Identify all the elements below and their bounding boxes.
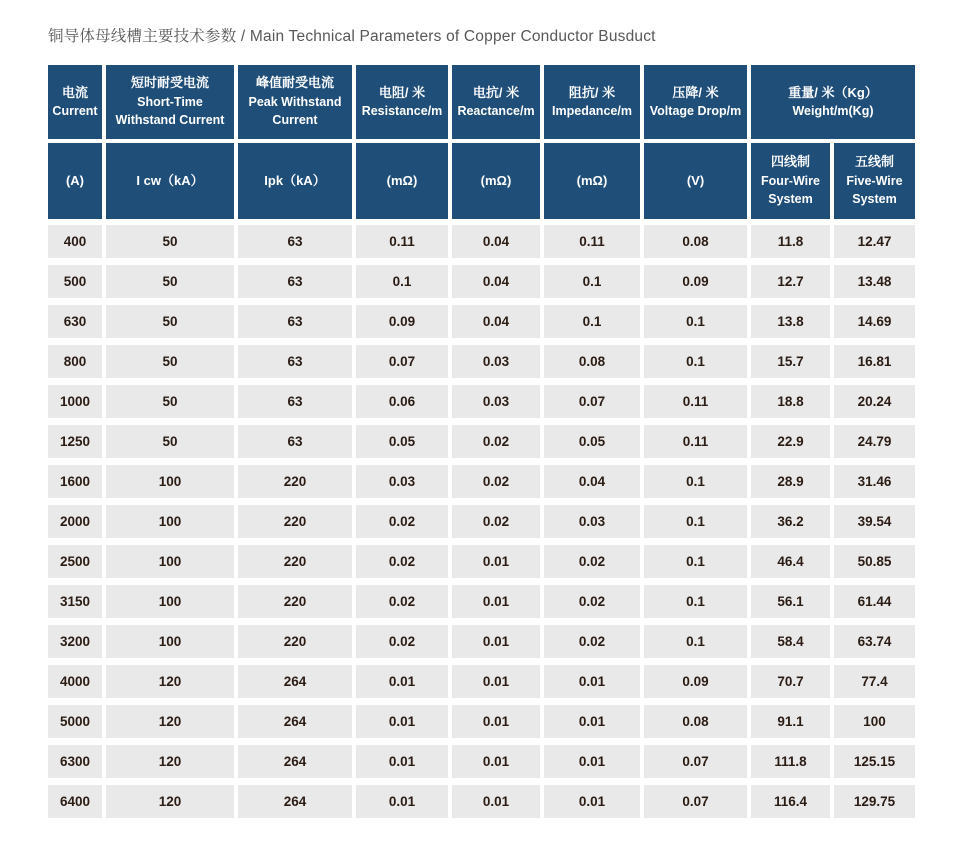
cell-voltage-drop: 0.11 xyxy=(644,425,747,458)
cell-current: 2000 xyxy=(48,505,102,538)
cell-current: 1000 xyxy=(48,385,102,418)
cell-current: 1600 xyxy=(48,465,102,498)
cell-resistance: 0.02 xyxy=(356,585,448,618)
cell-weight-four-wire: 46.4 xyxy=(751,545,830,578)
unit-cell-resistance xyxy=(356,143,448,219)
cell-short-time-withstand-current: 50 xyxy=(106,305,234,338)
page-title: 铜导体母线槽主要技术参数 / Main Technical Parameters of Copper Conductor Busduct xyxy=(48,28,656,45)
cell-weight-four-wire: 111.8 xyxy=(751,745,830,778)
cell-weight-four-wire: 13.8 xyxy=(751,305,830,338)
cell-impedance: 0.11 xyxy=(544,225,640,258)
cell-current: 5000 xyxy=(48,705,102,738)
header-cell-peak-withstand-current xyxy=(238,65,352,139)
cell-reactance: 0.03 xyxy=(452,345,540,378)
cell-short-time-withstand-current: 100 xyxy=(106,505,234,538)
table-row xyxy=(48,545,916,578)
cell-peak-withstand-current: 220 xyxy=(238,505,352,538)
cell-current: 3200 xyxy=(48,625,102,658)
cell-peak-withstand-current: 264 xyxy=(238,665,352,698)
unit-label: (mΩ) xyxy=(386,172,418,188)
table-header-row-units xyxy=(48,143,916,219)
cell-peak-withstand-current: 264 xyxy=(238,785,352,818)
cell-peak-withstand-current: 63 xyxy=(238,345,352,378)
table-row xyxy=(48,265,916,298)
cell-voltage-drop: 0.1 xyxy=(644,545,747,578)
header-cell-voltage-drop xyxy=(644,65,747,139)
cell-weight-five-wire: 16.81 xyxy=(834,345,915,378)
cell-short-time-withstand-current: 50 xyxy=(106,345,234,378)
cell-weight-four-wire: 58.4 xyxy=(751,625,830,658)
cell-voltage-drop: 0.08 xyxy=(644,225,747,258)
cell-resistance: 0.11 xyxy=(356,225,448,258)
unit-cell-impedance xyxy=(544,143,640,219)
cell-peak-withstand-current: 63 xyxy=(238,305,352,338)
cell-resistance: 0.02 xyxy=(356,625,448,658)
cell-resistance: 0.01 xyxy=(356,745,448,778)
cell-peak-withstand-current: 220 xyxy=(238,545,352,578)
cell-weight-five-wire: 13.48 xyxy=(834,265,915,298)
cell-short-time-withstand-current: 100 xyxy=(106,545,234,578)
cell-impedance: 0.07 xyxy=(544,385,640,418)
busduct-spec-table xyxy=(48,65,916,825)
cell-short-time-withstand-current: 50 xyxy=(106,385,234,418)
unit-cell-short-time-withstand-current xyxy=(106,143,234,219)
cell-voltage-drop: 0.1 xyxy=(644,505,747,538)
cell-current: 2500 xyxy=(48,545,102,578)
cell-current: 800 xyxy=(48,345,102,378)
table-row xyxy=(48,345,916,378)
cell-reactance: 0.01 xyxy=(452,705,540,738)
cell-voltage-drop: 0.1 xyxy=(644,465,747,498)
header-cell-short-time-withstand-current xyxy=(106,65,234,139)
header-cell-reactance xyxy=(452,65,540,139)
cell-short-time-withstand-current: 50 xyxy=(106,425,234,458)
cell-reactance: 0.02 xyxy=(452,505,540,538)
header-en-label: Short-Time Withstand Current xyxy=(115,95,225,128)
table-row xyxy=(48,465,916,498)
cell-impedance: 0.04 xyxy=(544,465,640,498)
cell-peak-withstand-current: 264 xyxy=(238,745,352,778)
cell-resistance: 0.09 xyxy=(356,305,448,338)
cell-weight-four-wire: 12.7 xyxy=(751,265,830,298)
cell-peak-withstand-current: 220 xyxy=(238,465,352,498)
cell-resistance: 0.07 xyxy=(356,345,448,378)
cell-impedance: 0.03 xyxy=(544,505,640,538)
cell-reactance: 0.01 xyxy=(452,625,540,658)
cell-peak-withstand-current: 63 xyxy=(238,425,352,458)
unit-label: Ipk（kA） xyxy=(264,172,326,188)
table-row xyxy=(48,705,916,738)
table-header-row-groups xyxy=(48,65,916,139)
cell-weight-five-wire: 125.15 xyxy=(834,745,915,778)
header-cell-current xyxy=(48,65,102,139)
table-row xyxy=(48,585,916,618)
cell-short-time-withstand-current: 120 xyxy=(106,785,234,818)
header-en-label: Peak Withstand Current xyxy=(248,95,342,128)
cell-current: 3150 xyxy=(48,585,102,618)
cell-weight-five-wire: 129.75 xyxy=(834,785,915,818)
cell-resistance: 0.01 xyxy=(356,665,448,698)
cell-peak-withstand-current: 220 xyxy=(238,585,352,618)
cell-short-time-withstand-current: 120 xyxy=(106,745,234,778)
header-en-label: Weight/m(Kg) xyxy=(792,104,874,119)
cell-weight-five-wire: 24.79 xyxy=(834,425,915,458)
header-en-label: Current xyxy=(52,104,98,119)
cell-short-time-withstand-current: 100 xyxy=(106,625,234,658)
cell-current: 400 xyxy=(48,225,102,258)
cell-short-time-withstand-current: 120 xyxy=(106,665,234,698)
cell-weight-four-wire: 18.8 xyxy=(751,385,830,418)
cell-current: 6400 xyxy=(48,785,102,818)
cell-weight-five-wire: 61.44 xyxy=(834,585,915,618)
cell-reactance: 0.01 xyxy=(452,665,540,698)
cell-reactance: 0.02 xyxy=(452,425,540,458)
cell-reactance: 0.01 xyxy=(452,545,540,578)
unit-label: (mΩ) xyxy=(576,172,608,188)
cell-impedance: 0.02 xyxy=(544,625,640,658)
header-cell-resistance xyxy=(356,65,448,139)
header-en-label: Resistance/m xyxy=(361,104,443,119)
cell-weight-four-wire: 91.1 xyxy=(751,705,830,738)
cell-impedance: 0.05 xyxy=(544,425,640,458)
cell-current: 1250 xyxy=(48,425,102,458)
cell-current: 6300 xyxy=(48,745,102,778)
cell-reactance: 0.04 xyxy=(452,265,540,298)
header-en-label: Five-Wire System xyxy=(846,174,903,207)
unit-label: (V) xyxy=(686,172,705,188)
cell-weight-four-wire: 36.2 xyxy=(751,505,830,538)
cell-current: 630 xyxy=(48,305,102,338)
header-zh-label: 阻抗/ 米 xyxy=(568,84,616,100)
table-body xyxy=(48,225,916,818)
cell-current: 500 xyxy=(48,265,102,298)
cell-short-time-withstand-current: 100 xyxy=(106,465,234,498)
cell-reactance: 0.02 xyxy=(452,465,540,498)
unit-label: (A) xyxy=(65,172,85,188)
unit-label: I cw（kA） xyxy=(136,172,204,188)
cell-resistance: 0.05 xyxy=(356,425,448,458)
cell-reactance: 0.01 xyxy=(452,785,540,818)
cell-weight-five-wire: 100 xyxy=(834,705,915,738)
cell-impedance: 0.01 xyxy=(544,705,640,738)
cell-weight-four-wire: 15.7 xyxy=(751,345,830,378)
cell-impedance: 0.02 xyxy=(544,585,640,618)
unit-cell-peak-withstand-current xyxy=(238,143,352,219)
unit-label: (mΩ) xyxy=(480,172,512,188)
cell-weight-five-wire: 63.74 xyxy=(834,625,915,658)
table-row xyxy=(48,305,916,338)
cell-weight-four-wire: 28.9 xyxy=(751,465,830,498)
header-cell-weight xyxy=(751,65,915,139)
header-en-label: Voltage Drop/m xyxy=(649,104,742,119)
cell-reactance: 0.04 xyxy=(452,225,540,258)
cell-impedance: 0.02 xyxy=(544,545,640,578)
cell-resistance: 0.02 xyxy=(356,505,448,538)
header-en-label: Impedance/m xyxy=(552,104,632,119)
table-row xyxy=(48,425,916,458)
cell-resistance: 0.03 xyxy=(356,465,448,498)
cell-weight-five-wire: 20.24 xyxy=(834,385,915,418)
table-row xyxy=(48,665,916,698)
cell-impedance: 0.1 xyxy=(544,265,640,298)
cell-weight-four-wire: 116.4 xyxy=(751,785,830,818)
table-row xyxy=(48,785,916,818)
cell-weight-five-wire: 50.85 xyxy=(834,545,915,578)
cell-resistance: 0.01 xyxy=(356,785,448,818)
cell-reactance: 0.04 xyxy=(452,305,540,338)
cell-short-time-withstand-current: 100 xyxy=(106,585,234,618)
header-zh-label: 电阻/ 米 xyxy=(378,84,426,100)
header-zh-label: 重量/ 米（Kg） xyxy=(788,84,878,100)
cell-peak-withstand-current: 264 xyxy=(238,705,352,738)
cell-weight-five-wire: 77.4 xyxy=(834,665,915,698)
cell-impedance: 0.01 xyxy=(544,745,640,778)
cell-impedance: 0.01 xyxy=(544,785,640,818)
header-en-label: Reactance/m xyxy=(457,104,535,119)
table-row xyxy=(48,505,916,538)
cell-peak-withstand-current: 63 xyxy=(238,265,352,298)
cell-voltage-drop: 0.1 xyxy=(644,585,747,618)
cell-short-time-withstand-current: 50 xyxy=(106,225,234,258)
cell-weight-five-wire: 31.46 xyxy=(834,465,915,498)
cell-voltage-drop: 0.08 xyxy=(644,705,747,738)
unit-cell-current xyxy=(48,143,102,219)
table-row xyxy=(48,745,916,778)
table-row xyxy=(48,625,916,658)
cell-impedance: 0.1 xyxy=(544,305,640,338)
cell-weight-four-wire: 11.8 xyxy=(751,225,830,258)
cell-reactance: 0.01 xyxy=(452,745,540,778)
cell-weight-five-wire: 14.69 xyxy=(834,305,915,338)
cell-voltage-drop: 0.1 xyxy=(644,345,747,378)
cell-voltage-drop: 0.07 xyxy=(644,785,747,818)
cell-peak-withstand-current: 220 xyxy=(238,625,352,658)
cell-peak-withstand-current: 63 xyxy=(238,385,352,418)
cell-voltage-drop: 0.1 xyxy=(644,305,747,338)
cell-weight-five-wire: 39.54 xyxy=(834,505,915,538)
header-zh-label: 短时耐受电流 xyxy=(130,75,209,91)
header-zh-label: 电抗/ 米 xyxy=(472,84,520,100)
header-zh-label: 压降/ 米 xyxy=(672,84,719,100)
cell-voltage-drop: 0.09 xyxy=(644,265,747,298)
cell-resistance: 0.06 xyxy=(356,385,448,418)
unit-cell-reactance xyxy=(452,143,540,219)
cell-reactance: 0.01 xyxy=(452,585,540,618)
header-zh-label: 五线制 xyxy=(854,154,894,170)
header-cell-weight-five-wire xyxy=(834,143,915,219)
table-row xyxy=(48,225,916,258)
cell-voltage-drop: 0.11 xyxy=(644,385,747,418)
header-en-label: Four-Wire System xyxy=(761,174,820,207)
cell-resistance: 0.02 xyxy=(356,545,448,578)
cell-current: 4000 xyxy=(48,665,102,698)
cell-voltage-drop: 0.09 xyxy=(644,665,747,698)
unit-cell-voltage-drop xyxy=(644,143,747,219)
cell-voltage-drop: 0.1 xyxy=(644,625,747,658)
header-zh-label: 四线制 xyxy=(770,154,810,170)
cell-reactance: 0.03 xyxy=(452,385,540,418)
cell-weight-four-wire: 22.9 xyxy=(751,425,830,458)
cell-weight-four-wire: 56.1 xyxy=(751,585,830,618)
header-zh-label: 电流 xyxy=(61,84,88,100)
header-cell-impedance xyxy=(544,65,640,139)
cell-impedance: 0.08 xyxy=(544,345,640,378)
header-zh-label: 峰值耐受电流 xyxy=(255,75,334,91)
cell-short-time-withstand-current: 120 xyxy=(106,705,234,738)
cell-resistance: 0.1 xyxy=(356,265,448,298)
table-row xyxy=(48,385,916,418)
cell-peak-withstand-current: 63 xyxy=(238,225,352,258)
cell-short-time-withstand-current: 50 xyxy=(106,265,234,298)
cell-weight-five-wire: 12.47 xyxy=(834,225,915,258)
cell-resistance: 0.01 xyxy=(356,705,448,738)
header-cell-weight-four-wire xyxy=(751,143,830,219)
cell-weight-four-wire: 70.7 xyxy=(751,665,830,698)
cell-impedance: 0.01 xyxy=(544,665,640,698)
cell-voltage-drop: 0.07 xyxy=(644,745,747,778)
